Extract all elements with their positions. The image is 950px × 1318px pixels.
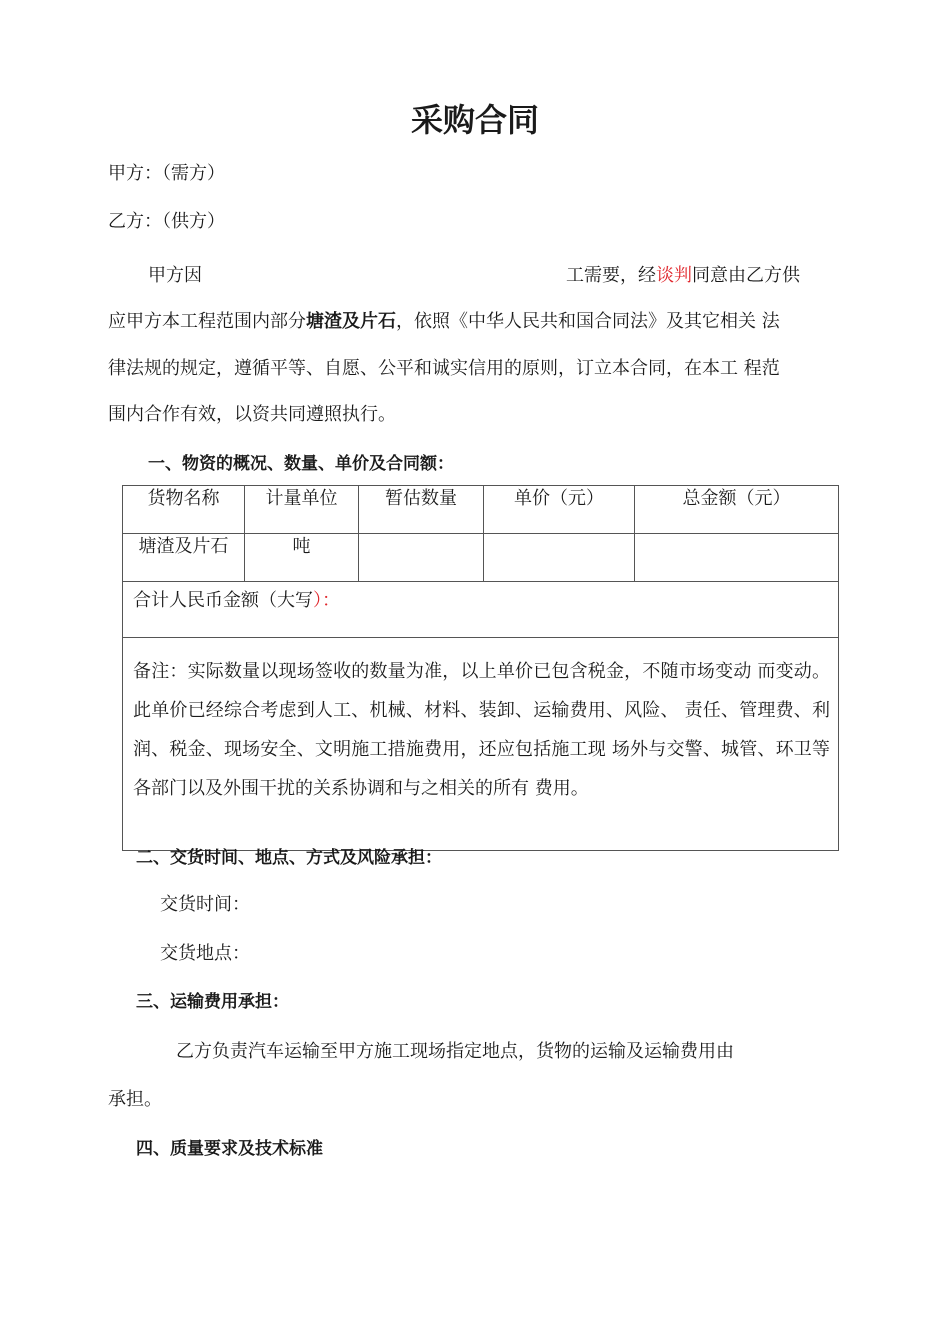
section-2-heading: 二、交货时间、地点、方式及风险承担： (136, 848, 442, 868)
intro-line-1-end (566, 264, 800, 288)
header-unit-price: 单价（元） (484, 486, 635, 534)
intro-text: 工需要，经 (566, 265, 656, 286)
intro-text: 应甲方本工程范围内部分 (108, 311, 306, 332)
table-row (123, 534, 839, 582)
delivery-place-label: 交货地点： (160, 943, 250, 964)
table-remark-row (123, 638, 839, 851)
intro-line-1-start: 甲方因 (148, 265, 202, 286)
cell-total-amount (635, 534, 839, 582)
cell-quantity (359, 534, 484, 582)
transport-line-1: 乙方负责汽车运输至甲方施工现场指定地点，货物的运输及运输费用由 (176, 1041, 734, 1062)
intro-line-3: 律法规的规定，遵循平等、自愿、公平和诚实信用的原则，订立本合同，在本工 程范 (108, 358, 780, 379)
header-total-amount: 总金额（元） (635, 486, 839, 534)
total-amount-cell (123, 582, 839, 638)
cell-unit: 吨 (245, 534, 359, 582)
table-header-row (123, 486, 839, 534)
cell-goods-name: 塘渣及片石 (123, 534, 245, 582)
goods-table (122, 485, 839, 851)
delivery-time-label: 交货时间： (160, 894, 250, 915)
intro-line-2 (108, 310, 780, 334)
document-title: 采购合同 (410, 101, 539, 139)
header-quantity: 暂估数量 (359, 486, 484, 534)
cell-unit-price (484, 534, 635, 582)
total-amount-label: 合计人民币金额（大写 (133, 590, 313, 611)
intro-text: ，依照《中华人民共和国合同法》及其它相关 法 (396, 311, 780, 332)
negotiation-highlight: 谈判 (656, 265, 692, 286)
transport-line-2: 承担。 (108, 1089, 162, 1110)
remark-text: 备注：实际数量以现场签收的数量为准，以上单价已包含税金，不随市场变动 而变动。此单价已经综合考虑到人工、机械、材料、装卸、运输费用、风险、 责任、管理费、利润、税金、现场安全、文明施工措施费用，还应包括施工现 场外与交警、城管、环卫等各部门以及外围干扰的关系协调和与之相关的所有 费用。 (123, 638, 839, 851)
total-amount-suffix: ）： (313, 590, 340, 611)
table-total-row (123, 582, 839, 638)
intro-text: 同意由乙方供 (692, 265, 800, 286)
section-1-heading: 一、物资的概况、数量、单价及合同额： (148, 454, 454, 474)
header-unit: 计量单位 (245, 486, 359, 534)
section-3-heading: 三、运输费用承担： (136, 992, 289, 1012)
goods-name-bold: 塘渣及片石 (306, 311, 396, 332)
party-b-line: 乙方：（供方） (108, 211, 225, 232)
section-4-heading: 四、质量要求及技术标准 (136, 1139, 323, 1159)
intro-line-4: 围内合作有效，以资共同遵照执行。 (108, 404, 396, 425)
header-goods-name: 货物名称 (123, 486, 245, 534)
party-a-line: 甲方：（需方） (108, 163, 225, 184)
